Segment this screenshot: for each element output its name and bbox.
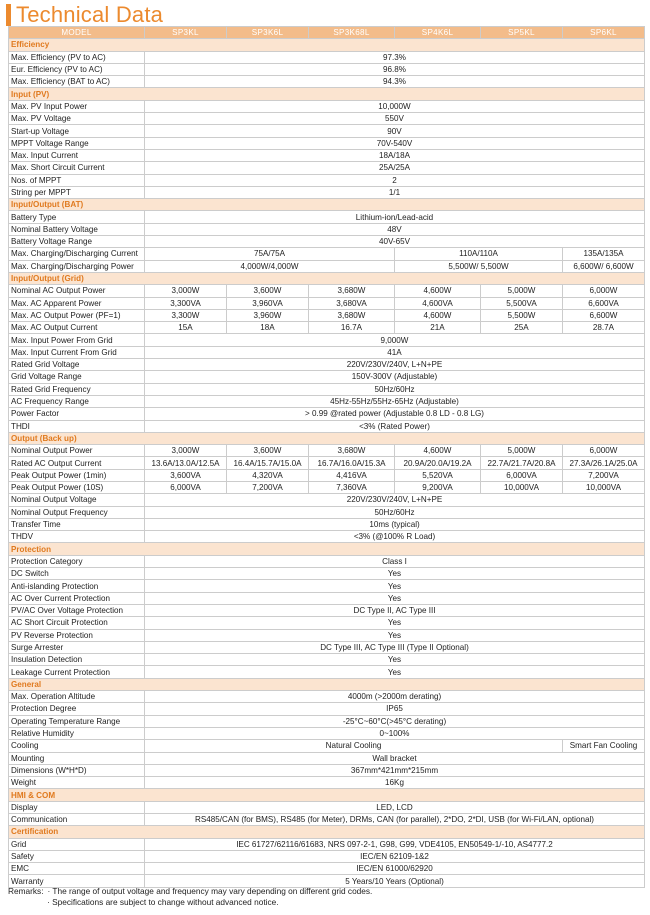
- spec-value: 16.7A: [309, 322, 395, 334]
- spec-label: AC Frequency Range: [9, 395, 145, 407]
- spec-label: Protection Degree: [9, 703, 145, 715]
- spec-value: 1/1: [145, 186, 645, 198]
- spec-value: Yes: [145, 666, 645, 678]
- header-row: [9, 27, 645, 39]
- spec-value: 3,680W: [309, 285, 395, 297]
- spec-value: 50Hz/60Hz: [145, 506, 645, 518]
- spec-value: 16.4A/15.7A/15.0A: [227, 457, 309, 469]
- table-row: [9, 481, 645, 493]
- spec-value: 5,000W: [481, 445, 563, 457]
- spec-value: 94.3%: [145, 76, 645, 88]
- spec-label: Max. Input Current From Grid: [9, 346, 145, 358]
- spec-value: 13.6A/13.0A/12.5A: [145, 457, 227, 469]
- spec-value: 0~100%: [145, 727, 645, 739]
- header-model-name: SP3K68L: [309, 27, 395, 39]
- section-header-row: [9, 543, 645, 555]
- spec-value: 7,200VA: [563, 469, 645, 481]
- spec-value: 550V: [145, 113, 645, 125]
- spec-label: Max. Short Circuit Current: [9, 162, 145, 174]
- table-row: [9, 715, 645, 727]
- remark-item: · Specifications are subject to change without advanced notice.: [47, 897, 279, 907]
- spec-value: 20.9A/20.0A/19.2A: [395, 457, 481, 469]
- spec-value: Yes: [145, 654, 645, 666]
- spec-label: Grid Voltage Range: [9, 371, 145, 383]
- spec-label: AC Short Circuit Protection: [9, 617, 145, 629]
- spec-value: 6,000VA: [145, 481, 227, 493]
- spec-value: Wall bracket: [145, 752, 645, 764]
- table-row: [9, 555, 645, 567]
- spec-value: 10,000W: [145, 100, 645, 112]
- spec-value: 96.8%: [145, 63, 645, 75]
- spec-label: Max. AC Apparent Power: [9, 297, 145, 309]
- spec-value: Yes: [145, 617, 645, 629]
- header-model-name: SP5KL: [481, 27, 563, 39]
- table-row: [9, 469, 645, 481]
- spec-label: Battery Type: [9, 211, 145, 223]
- spec-label: Max. Charging/Discharging Current: [9, 248, 145, 260]
- spec-label: Nominal AC Output Power: [9, 285, 145, 297]
- spec-label: String per MPPT: [9, 186, 145, 198]
- spec-value: 45Hz-55Hz/55Hz-65Hz (Adjustable): [145, 395, 645, 407]
- spec-value: 6,000W: [563, 445, 645, 457]
- spec-value: 3,960W: [227, 309, 309, 321]
- spec-value: Yes: [145, 568, 645, 580]
- spec-value: 4,600VA: [395, 297, 481, 309]
- table-row: [9, 740, 645, 752]
- spec-label: Peak Output Power (1min): [9, 469, 145, 481]
- table-row: [9, 260, 645, 272]
- spec-value: 40V-65V: [145, 236, 645, 248]
- spec-value: Class I: [145, 555, 645, 567]
- spec-label: Display: [9, 801, 145, 813]
- table-row: [9, 764, 645, 776]
- spec-value: <3% (Rated Power): [145, 420, 645, 432]
- table-row: [9, 691, 645, 703]
- spec-label: THDI: [9, 420, 145, 432]
- title-accent-bar: [6, 4, 11, 26]
- spec-label: Power Factor: [9, 408, 145, 420]
- section-title: Protection: [9, 543, 645, 555]
- spec-value: 4,600W: [395, 445, 481, 457]
- spec-label: Max. Input Power From Grid: [9, 334, 145, 346]
- spec-value: Natural Cooling: [145, 740, 563, 752]
- spec-value: 5 Years/10 Years (Optional): [145, 875, 645, 887]
- spec-value: 10,000VA: [563, 481, 645, 493]
- table-row: [9, 309, 645, 321]
- spec-label: Max. Input Current: [9, 149, 145, 161]
- spec-label: THDV: [9, 531, 145, 543]
- table-row: [9, 63, 645, 75]
- table-row: [9, 727, 645, 739]
- spec-value: 16Kg: [145, 777, 645, 789]
- spec-value: 97.3%: [145, 51, 645, 63]
- table-row: [9, 863, 645, 875]
- table-row: [9, 236, 645, 248]
- section-header-row: [9, 789, 645, 801]
- table-row: [9, 592, 645, 604]
- spec-label: Cooling: [9, 740, 145, 752]
- spec-value: 3,000W: [145, 285, 227, 297]
- spec-value: 3,960VA: [227, 297, 309, 309]
- spec-label: Nominal Output Voltage: [9, 494, 145, 506]
- spec-label: Transfer Time: [9, 518, 145, 530]
- table-row: [9, 838, 645, 850]
- header-model-name: SP4K6L: [395, 27, 481, 39]
- spec-value: 4,000W/4,000W: [145, 260, 395, 272]
- spec-label: Max. Efficiency (PV to AC): [9, 51, 145, 63]
- table-row: [9, 76, 645, 88]
- spec-value: 50Hz/60Hz: [145, 383, 645, 395]
- spec-value: 10ms (typical): [145, 518, 645, 530]
- table-row: [9, 445, 645, 457]
- spec-value: Yes: [145, 629, 645, 641]
- spec-label: Protection Category: [9, 555, 145, 567]
- table-row: [9, 617, 645, 629]
- spec-label: Nos. of MPPT: [9, 174, 145, 186]
- spec-value: 3,000W: [145, 445, 227, 457]
- spec-value: LED, LCD: [145, 801, 645, 813]
- spec-value: 5,000W: [481, 285, 563, 297]
- spec-value: 18A/18A: [145, 149, 645, 161]
- table-row: [9, 346, 645, 358]
- table-row: [9, 506, 645, 518]
- spec-value: 41A: [145, 346, 645, 358]
- table-row: [9, 223, 645, 235]
- table-row: [9, 162, 645, 174]
- spec-label: Start-up Voltage: [9, 125, 145, 137]
- spec-label: Safety: [9, 850, 145, 862]
- table-row: [9, 371, 645, 383]
- spec-value: IEC 61727/62116/61683, NRS 097-2-1, G98, G99, VDE4105, EN50549-1/-10, AS4777.2: [145, 838, 645, 850]
- table-row: [9, 604, 645, 616]
- table-row: [9, 420, 645, 432]
- page-title-block: [6, 2, 163, 28]
- section-header-row: [9, 88, 645, 100]
- spec-value: 27.3A/26.1A/25.0A: [563, 457, 645, 469]
- spec-label: MPPT Voltage Range: [9, 137, 145, 149]
- spec-value: 6,600W/ 6,600W: [563, 260, 645, 272]
- table-row: [9, 359, 645, 371]
- table-row: [9, 125, 645, 137]
- spec-value: 7,360VA: [309, 481, 395, 493]
- spec-value: IP65: [145, 703, 645, 715]
- section-title: Certification: [9, 826, 645, 838]
- table-row: [9, 457, 645, 469]
- table-row: [9, 51, 645, 63]
- table-row: [9, 777, 645, 789]
- spec-label: Leakage Current Protection: [9, 666, 145, 678]
- spec-value: 6,000VA: [481, 469, 563, 481]
- spec-value: 135A/135A: [563, 248, 645, 260]
- spec-value: 3,680W: [309, 309, 395, 321]
- spec-label: Rated AC Output Current: [9, 457, 145, 469]
- spec-value: 7,200VA: [227, 481, 309, 493]
- spec-value: 220V/230V/240V, L+N+PE: [145, 359, 645, 371]
- spec-value: 3,600W: [227, 445, 309, 457]
- page-title: Technical Data: [16, 2, 164, 27]
- table-row: [9, 248, 645, 260]
- table-row: [9, 654, 645, 666]
- spec-value: 10,000VA: [481, 481, 563, 493]
- spec-value: 16.7A/16.0A/15.3A: [309, 457, 395, 469]
- section-header-row: [9, 272, 645, 284]
- spec-value: DC Type III, AC Type III (Type II Optional): [145, 641, 645, 653]
- spec-value: 15A: [145, 322, 227, 334]
- spec-value: 3,300W: [145, 309, 227, 321]
- spec-label: Max. PV Voltage: [9, 113, 145, 125]
- spec-value: 9,200VA: [395, 481, 481, 493]
- spec-value: Lithium-ion/Lead-acid: [145, 211, 645, 223]
- spec-label: PV/AC Over Voltage Protection: [9, 604, 145, 616]
- table-row: [9, 383, 645, 395]
- section-title: Efficiency: [9, 39, 645, 51]
- spec-label: EMC: [9, 863, 145, 875]
- header-model-name: SP6KL: [563, 27, 645, 39]
- spec-label: Max. Charging/Discharging Power: [9, 260, 145, 272]
- spec-value: 25A/25A: [145, 162, 645, 174]
- spec-value: 220V/230V/240V, L+N+PE: [145, 494, 645, 506]
- table-row: [9, 113, 645, 125]
- spec-label: Nominal Output Frequency: [9, 506, 145, 518]
- spec-value: 48V: [145, 223, 645, 235]
- section-title: Input/Output (BAT): [9, 199, 645, 211]
- header-model-name: SP3K6L: [227, 27, 309, 39]
- spec-label: Max. AC Output Power (PF=1): [9, 309, 145, 321]
- spec-label: Warranty: [9, 875, 145, 887]
- spec-value: IEC/EN 62109-1&2: [145, 850, 645, 862]
- spec-value: Yes: [145, 592, 645, 604]
- spec-label: Grid: [9, 838, 145, 850]
- spec-value: 5,520VA: [395, 469, 481, 481]
- spec-label: Surge Arrester: [9, 641, 145, 653]
- table-row: [9, 395, 645, 407]
- section-header-row: [9, 39, 645, 51]
- table-row: [9, 518, 645, 530]
- table-row: [9, 666, 645, 678]
- spec-value: DC Type II, AC Type III: [145, 604, 645, 616]
- section-header-row: [9, 826, 645, 838]
- spec-label: Insulation Detection: [9, 654, 145, 666]
- spec-value: 5,500W: [481, 309, 563, 321]
- spec-value: 3,680VA: [309, 297, 395, 309]
- spec-value: RS485/CAN (for BMS), RS485 (for Meter), DRMs, CAN (for parallel), 2*DO, 2*DI, USB (for Wi-Fi/LAN, optional): [145, 814, 645, 826]
- table-row: [9, 100, 645, 112]
- section-header-row: [9, 432, 645, 444]
- remarks-label: Remarks:: [8, 886, 44, 896]
- table-row: [9, 408, 645, 420]
- spec-value: IEC/EN 61000/62920: [145, 863, 645, 875]
- section-header-row: [9, 199, 645, 211]
- spec-label: Communication: [9, 814, 145, 826]
- spec-value: 25A: [481, 322, 563, 334]
- header-model-cell: MODEL: [9, 27, 145, 39]
- spec-value: 5,500VA: [481, 297, 563, 309]
- spec-label: Nominal Battery Voltage: [9, 223, 145, 235]
- spec-value: 150V-300V (Adjustable): [145, 371, 645, 383]
- table-row: [9, 531, 645, 543]
- table-row: [9, 137, 645, 149]
- spec-value: 2: [145, 174, 645, 186]
- spec-label: PV Reverse Protection: [9, 629, 145, 641]
- table-row: [9, 801, 645, 813]
- spec-value: 4,416VA: [309, 469, 395, 481]
- spec-label: Weight: [9, 777, 145, 789]
- spec-label: Max. AC Output Current: [9, 322, 145, 334]
- spec-label: Max. Operation Altitude: [9, 691, 145, 703]
- table-row: [9, 814, 645, 826]
- spec-label: Mounting: [9, 752, 145, 764]
- header-model-name: SP3KL: [145, 27, 227, 39]
- spec-value: 21A: [395, 322, 481, 334]
- spec-label: AC Over Current Protection: [9, 592, 145, 604]
- table-row: [9, 174, 645, 186]
- spec-value: 22.7A/21.7A/20.8A: [481, 457, 563, 469]
- spec-value: 28.7A: [563, 322, 645, 334]
- table-row: [9, 580, 645, 592]
- spec-label: Dimensions (W*H*D): [9, 764, 145, 776]
- spec-value: 90V: [145, 125, 645, 137]
- section-title: Input/Output (Grid): [9, 272, 645, 284]
- spec-label: Battery Voltage Range: [9, 236, 145, 248]
- spec-value: <3% (@100% R Load): [145, 531, 645, 543]
- spec-value: Smart Fan Cooling: [563, 740, 645, 752]
- spec-label: Max. PV Input Power: [9, 100, 145, 112]
- section-title: Output (Back up): [9, 432, 645, 444]
- spec-value: 4,600W: [395, 309, 481, 321]
- spec-label: Rated Grid Frequency: [9, 383, 145, 395]
- spec-value: 18A: [227, 322, 309, 334]
- spec-value: > 0.99 @rated power (Adjustable 0.8 LD - 0.8 LG): [145, 408, 645, 420]
- spec-value: 6,600W: [563, 309, 645, 321]
- spec-value: 367mm*421mm*215mm: [145, 764, 645, 776]
- spec-value: 9,000W: [145, 334, 645, 346]
- table-row: [9, 322, 645, 334]
- spec-value: 3,600VA: [145, 469, 227, 481]
- table-row: [9, 285, 645, 297]
- table-row: [9, 752, 645, 764]
- spec-label: Relative Humidity: [9, 727, 145, 739]
- spec-label: Peak Output Power (10S): [9, 481, 145, 493]
- table-row: [9, 494, 645, 506]
- table-row: [9, 850, 645, 862]
- spec-value: 75A/75A: [145, 248, 395, 260]
- table-row: [9, 297, 645, 309]
- spec-value: 110A/110A: [395, 248, 563, 260]
- spec-value: Yes: [145, 580, 645, 592]
- section-header-row: [9, 678, 645, 690]
- table-row: [9, 334, 645, 346]
- table-row: [9, 703, 645, 715]
- spec-value: 3,300VA: [145, 297, 227, 309]
- technical-data-table: [8, 26, 645, 888]
- spec-value: 70V-540V: [145, 137, 645, 149]
- remark-item: · The range of output voltage and frequency may vary depending on different grid codes.: [47, 886, 373, 896]
- table-row: [9, 186, 645, 198]
- spec-value: 4,600W: [395, 285, 481, 297]
- spec-label: Eur. Efficiency (PV to AC): [9, 63, 145, 75]
- remarks: [8, 886, 372, 908]
- spec-value: 3,600W: [227, 285, 309, 297]
- spec-label: Nominal Output Power: [9, 445, 145, 457]
- spec-label: Max. Efficiency (BAT to AC): [9, 76, 145, 88]
- table-row: [9, 211, 645, 223]
- spec-label: Rated Grid Voltage: [9, 359, 145, 371]
- spec-value: 4000m (>2000m derating): [145, 691, 645, 703]
- spec-value: 6,600VA: [563, 297, 645, 309]
- spec-label: DC Switch: [9, 568, 145, 580]
- spec-value: 5,500W/ 5,500W: [395, 260, 563, 272]
- section-title: General: [9, 678, 645, 690]
- spec-value: 3,680W: [309, 445, 395, 457]
- spec-value: -25°C~60°C(>45°C derating): [145, 715, 645, 727]
- section-title: Input (PV): [9, 88, 645, 100]
- spec-value: 4,320VA: [227, 469, 309, 481]
- table-row: [9, 568, 645, 580]
- spec-label: Anti-islanding Protection: [9, 580, 145, 592]
- spec-value: 6,000W: [563, 285, 645, 297]
- spec-label: Operating Temperature Range: [9, 715, 145, 727]
- table-row: [9, 641, 645, 653]
- table-row: [9, 629, 645, 641]
- section-title: HMI & COM: [9, 789, 645, 801]
- table-row: [9, 149, 645, 161]
